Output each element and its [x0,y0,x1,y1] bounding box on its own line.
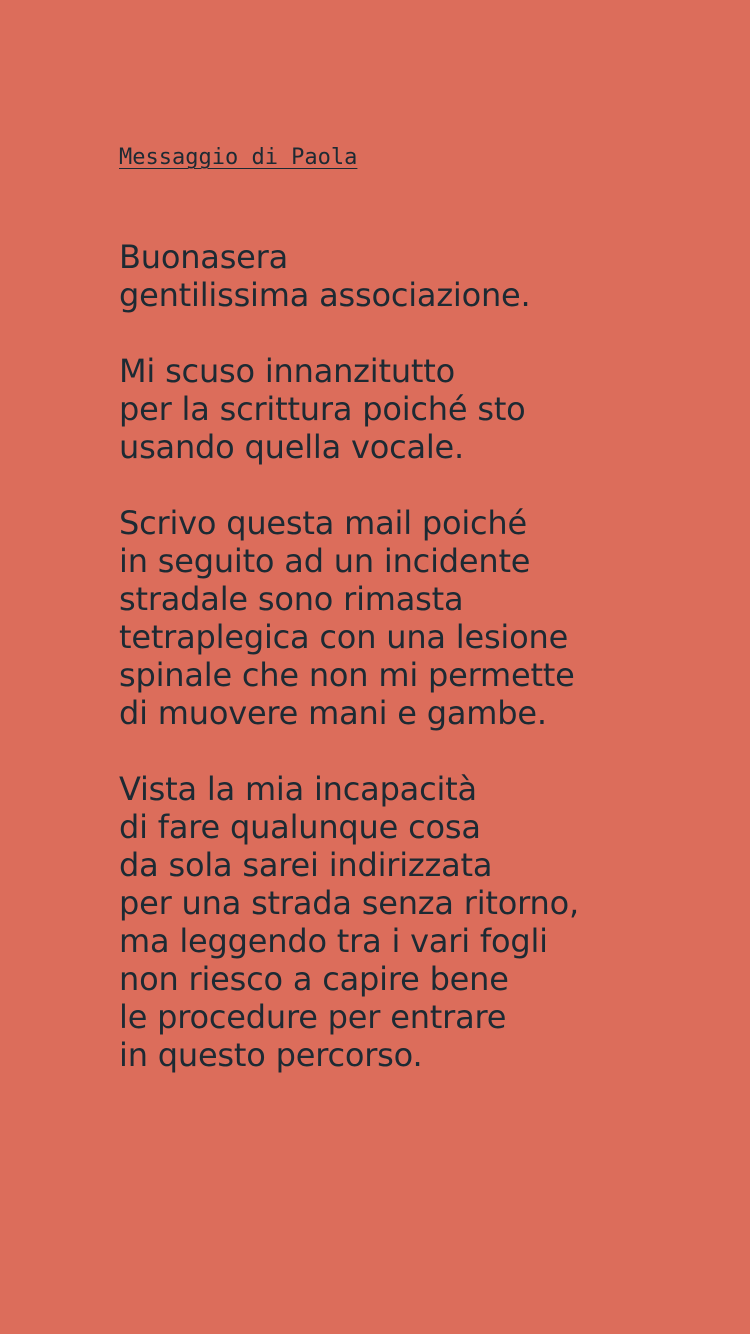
message-line: le procedure per entrare [119,998,507,1036]
message-paragraph [119,238,719,314]
message-line: Mi scuso innanzitutto [119,352,455,390]
message-line: Buonasera [119,238,289,276]
message-paragraph [119,770,719,1074]
message-line: per una strada senza ritorno, [119,884,579,922]
message-author-link[interactable]: Messaggio di Paola [119,145,358,170]
message-line: di muovere mani e gambe. [119,694,547,732]
message-line: di fare qualunque cosa [119,808,481,846]
message-line: da sola sarei indirizzata [119,846,493,884]
message-line: ma leggendo tra i vari fogli [119,922,548,960]
message-line: usando quella vocale. [119,428,465,466]
message-body [119,238,719,1074]
message-line: tetraplegica con una lesione [119,618,569,656]
message-paragraph [119,504,719,732]
message-line: Vista la mia incapacità [119,770,477,808]
message-line: gentilissima associazione. [119,276,531,314]
message-line: in seguito ad un incidente [119,542,531,580]
message-line: stradale sono rimasta [119,580,464,618]
message-paragraph [119,352,719,466]
message-line: Scrivo questa mail poiché [119,504,528,542]
message-line: non riesco a capire bene [119,960,509,998]
message-line: spinale che non mi permette [119,656,575,694]
message-line: per la scrittura poiché sto [119,390,526,428]
message-line: in questo percorso. [119,1036,423,1074]
